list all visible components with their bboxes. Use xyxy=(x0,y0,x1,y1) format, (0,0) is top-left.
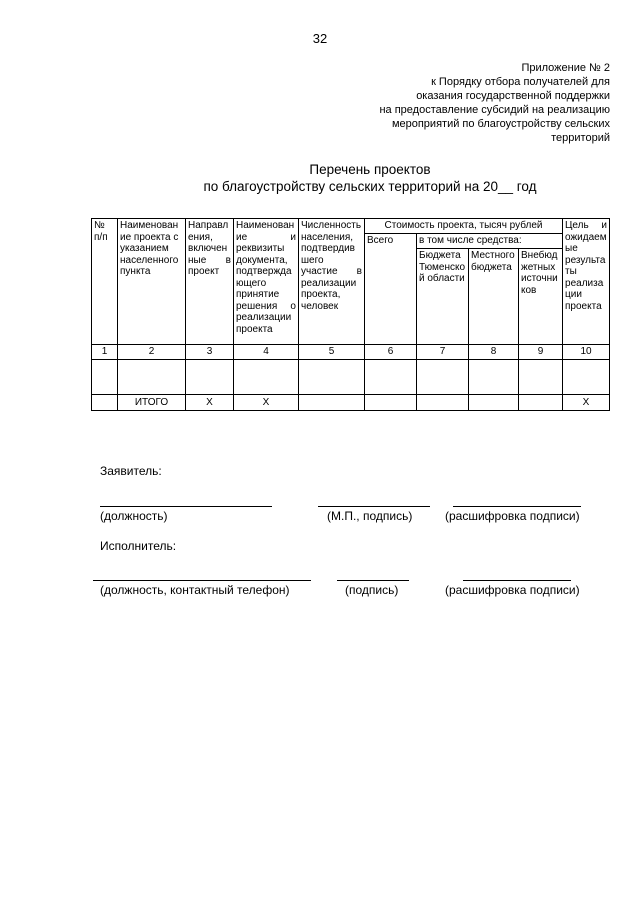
empty-cell xyxy=(365,395,417,411)
appendix-line: оказания государственной поддержки xyxy=(416,90,610,102)
appendix-note xyxy=(379,61,610,145)
empty-cell xyxy=(118,360,186,395)
col-number: 3 xyxy=(186,345,234,360)
col-number: 6 xyxy=(365,345,417,360)
executor-signature-caption: (подпись) xyxy=(345,583,399,597)
projects-table xyxy=(91,218,610,411)
header-direction: Направления, включенные в проект xyxy=(186,219,234,345)
total-mark: Х xyxy=(563,395,610,411)
empty-cell xyxy=(519,395,563,411)
executor-label: Исполнитель: xyxy=(100,539,177,553)
empty-cell xyxy=(92,395,118,411)
executor-position-line xyxy=(93,580,311,581)
appendix-line: к Порядку отбора получателей для xyxy=(431,76,610,88)
title-line-1: Перечень проектов xyxy=(309,162,431,177)
empty-cell xyxy=(417,395,469,411)
applicant-stamp-caption: (М.П., подпись) xyxy=(327,509,413,523)
empty-cell xyxy=(563,360,610,395)
applicant-position-caption: (должность) xyxy=(100,509,168,523)
col-number: 7 xyxy=(417,345,469,360)
appendix-line: на предоставление субсидий на реализацию xyxy=(379,104,610,116)
empty-cell xyxy=(299,360,365,395)
title-line-2: по благоустройству сельских территорий на 20__ год xyxy=(203,179,537,194)
header-regional: Бюджета Тюменской области xyxy=(417,249,469,345)
total-mark: Х xyxy=(186,395,234,411)
empty-cell xyxy=(299,395,365,411)
header-incl: в том числе средства: xyxy=(417,234,563,249)
col-number: 9 xyxy=(519,345,563,360)
header-goal: Цель и ожидаемые результаты реализации проекта xyxy=(563,219,610,345)
empty-cell xyxy=(519,360,563,395)
applicant-decoding-caption: (расшифровка подписи) xyxy=(445,509,580,523)
appendix-line: территорий xyxy=(551,132,610,144)
executor-decoding-caption: (расшифровка подписи) xyxy=(445,583,580,597)
header-docs: Наименование и реквизиты документа, подтверждающего принятие решения о реализации проекта xyxy=(234,219,299,345)
col-number: 4 xyxy=(234,345,299,360)
col-number: 1 xyxy=(92,345,118,360)
total-label: ИТОГО xyxy=(118,395,186,411)
applicant-label: Заявитель: xyxy=(100,464,162,478)
applicant-stamp-line xyxy=(318,506,430,507)
header-cost-group: Стоимость проекта, тысяч рублей xyxy=(365,219,563,234)
empty-cell xyxy=(365,360,417,395)
page-number: 32 xyxy=(312,31,328,46)
applicant-decoding-line xyxy=(453,506,581,507)
col-number: 10 xyxy=(563,345,610,360)
empty-cell xyxy=(92,360,118,395)
table-row xyxy=(92,360,610,395)
appendix-line: мероприятий по благоустройству сельских xyxy=(391,118,610,130)
empty-cell xyxy=(186,360,234,395)
col-number: 2 xyxy=(118,345,186,360)
total-mark: Х xyxy=(234,395,299,411)
executor-decoding-line xyxy=(463,580,571,581)
applicant-position-line xyxy=(100,506,272,507)
empty-cell xyxy=(234,360,299,395)
empty-cell xyxy=(417,360,469,395)
header-offbudget: Внебюджетных источников xyxy=(519,249,563,345)
header-total: Всего xyxy=(365,234,417,345)
total-row xyxy=(92,395,610,411)
header-local: Местного бюджета xyxy=(469,249,519,345)
empty-cell xyxy=(469,360,519,395)
document-title xyxy=(0,161,640,195)
executor-signature-line xyxy=(337,580,409,581)
empty-cell xyxy=(469,395,519,411)
appendix-line: Приложение № 2 xyxy=(521,62,610,74)
header-population: Численность населения, подтвердившего участие в реализации проекта, человек xyxy=(299,219,365,345)
header-name: Наименование проекта с указанием населенного пункта xyxy=(118,219,186,345)
col-number: 8 xyxy=(469,345,519,360)
header-num: № п/п xyxy=(92,219,118,345)
executor-position-caption: (должность, контактный телефон) xyxy=(100,583,290,597)
col-number: 5 xyxy=(299,345,365,360)
column-number-row xyxy=(92,345,610,360)
